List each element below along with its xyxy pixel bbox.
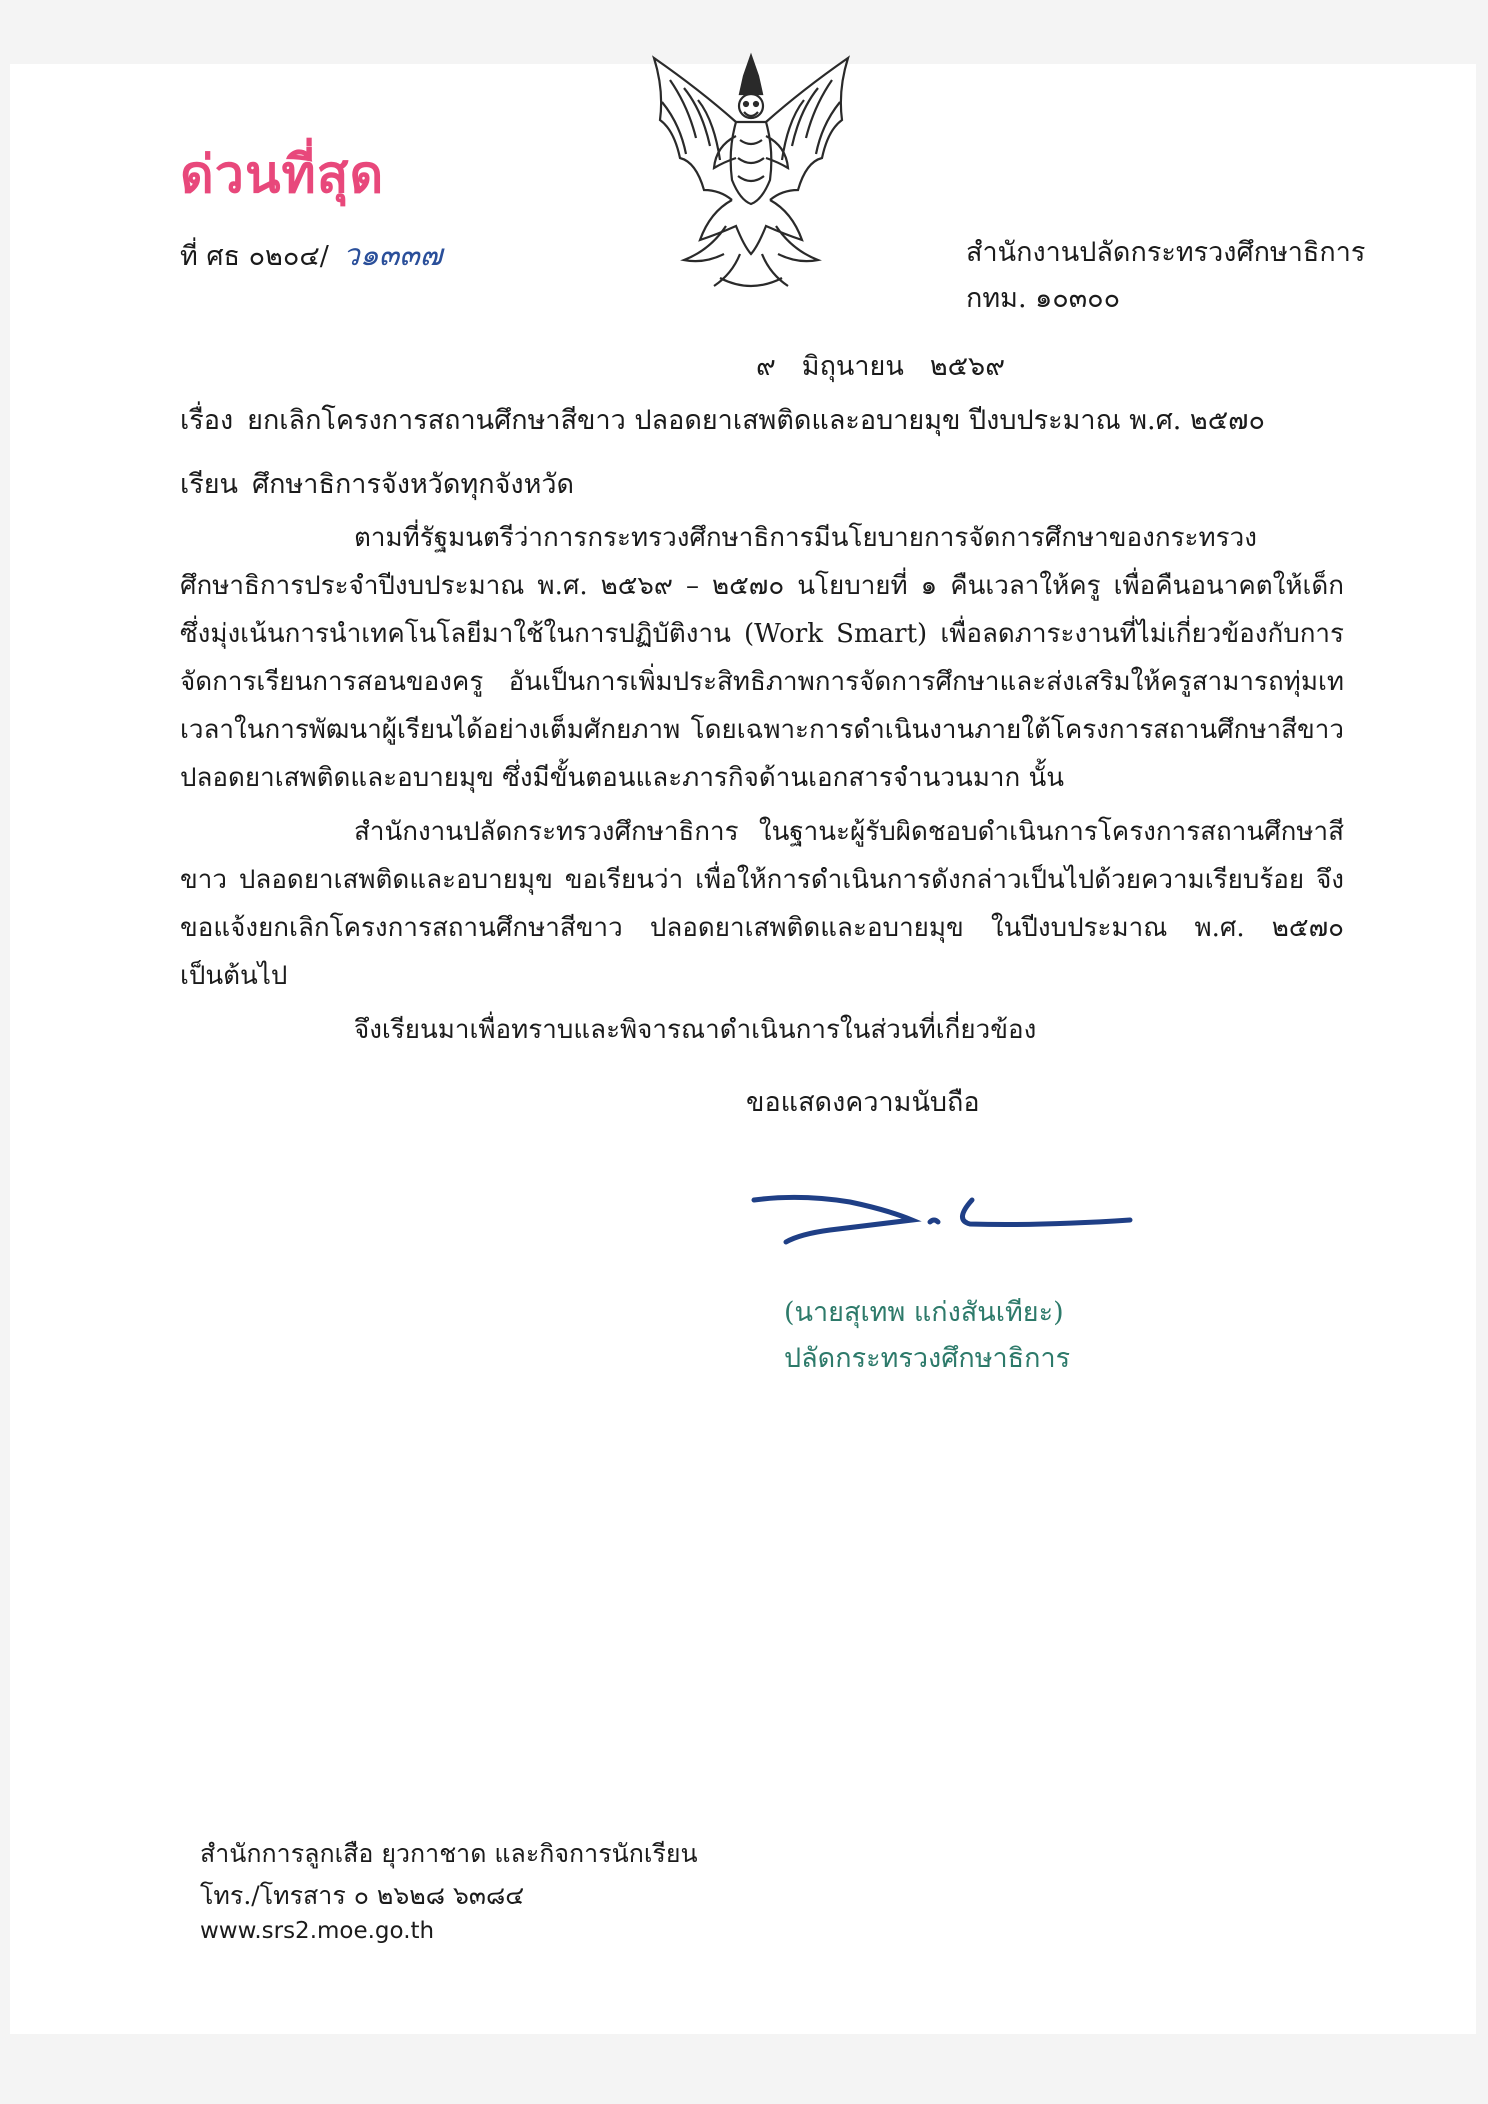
recipient-text: ศึกษาธิการจังหวัดทุกจังหวัด <box>252 469 575 500</box>
handwritten-signature <box>740 1160 1140 1270</box>
document-number-handwritten: ว๑๓๓๗ <box>342 238 443 273</box>
urgency-stamp: ด่วนที่สุด <box>180 145 385 205</box>
footer-phone: โทร./โทรสาร ๐ ๒๖๒๘ ๖๓๘๔ <box>200 1881 525 1910</box>
recipient-label: เรียน <box>180 469 239 500</box>
document-number <box>180 232 442 279</box>
footer-website: www.srs2.moe.go.th <box>200 1918 435 1944</box>
garuda-emblem-icon <box>640 50 862 294</box>
body-paragraph-3: จึงเรียนมาเพื่อทราบและพิจารณาดำเนินการในส่วนที่เกี่ยวข้อง <box>354 1015 1037 1045</box>
body-paragraph-1: ตามที่รัฐมนตรีว่าการกระทรวงศึกษาธิการมีนโยบายการจัดการศึกษาของกระทรวงศึกษาธิการประจำปีงบประมาณ พ.ศ. ๒๕๖๙ – ๒๕๗๐ นโยบายที่ ๑ คืนเวลาให้ครู เพื่อคืนอนาคตให้เด็ก ซึ่งมุ่งเน้นการนำเทคโนโลยีมาใช้ในการปฏิบัติงาน (Work Smart) เพื่อลดภาระงานที่ไม่เกี่ยวข้องกับการจัดการเรียนการสอนของครู อันเป็นการเพิ่มประสิทธิภาพการจัดการศึกษาและส่งเสริมให้ครูสามารถทุ่มเทเวลาในการพัฒนาผู้เรียนได้อย่างเต็มศักยภาพ โดยเฉพาะการดำเนินงานภายใต้โครงการสถานศึกษาสีขาว ปลอดยาเสพติดและอบายมุข ซึ่งมีขั้นตอนและภารกิจด้านเอกสารจำนวนมาก นั้น <box>180 523 1344 793</box>
signer-title: ปลัดกระทรวงศึกษาธิการ <box>784 1343 1071 1374</box>
date-month: มิถุนายน <box>801 351 904 382</box>
signer-name: (นายสุเทพ แก่งสันเทียะ) <box>784 1297 1064 1328</box>
date-year: ๒๕๖๙ <box>929 351 1005 382</box>
date-day: ๙ <box>756 351 776 382</box>
footer-department: สำนักการลูกเสือ ยุวกาชาด และกิจการนักเรียน <box>200 1839 698 1868</box>
subject-label: เรื่อง <box>180 405 234 436</box>
letter-subject <box>180 398 1265 441</box>
issuing-office-postal: กทม. ๑๐๓๐๐ <box>966 283 1121 314</box>
letter-recipient <box>180 462 574 505</box>
issuing-office: สำนักงานปลัดกระทรวงศึกษาธิการ <box>966 237 1366 268</box>
closing-salutation: ขอแสดงความนับถือ <box>746 1087 980 1118</box>
letter-date <box>756 344 1031 387</box>
body-paragraph-2: สำนักงานปลัดกระทรวงศึกษาธิการ ในฐานะผู้รับผิดชอบดำเนินการโครงการสถานศึกษาสีขาว ปลอดยาเสพติดและอบายมุข ขอเรียนว่า เพื่อให้การดำเนินการดังกล่าวเป็นไปด้วยความเรียบร้อย จึงขอแจ้งยกเลิกโครงการสถานศึกษาสีขาว ปลอดยาเสพติดและอบายมุข ในปีงบประมาณ พ.ศ. ๒๕๗๐ เป็นต้นไป <box>180 817 1344 991</box>
document-number-label: ที่ ศธ ๐๒๐๔/ <box>180 241 329 272</box>
subject-text: ยกเลิกโครงการสถานศึกษาสีขาว ปลอดยาเสพติดและอบายมุข ปีงบประมาณ พ.ศ. ๒๕๗๐ <box>247 405 1265 436</box>
